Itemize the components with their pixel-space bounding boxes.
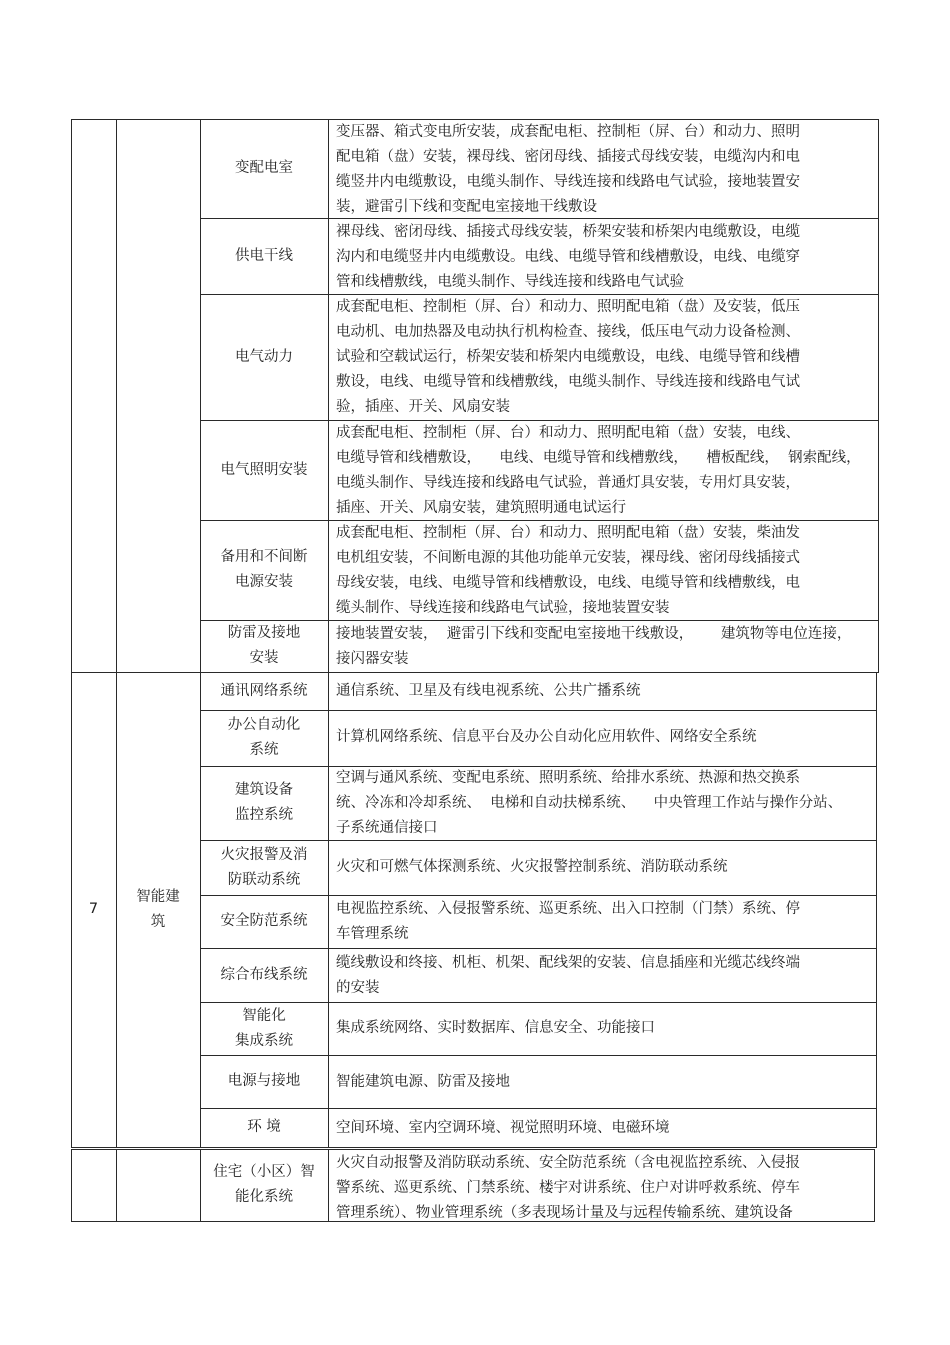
scope-description	[336, 897, 872, 947]
scope-description	[336, 725, 872, 750]
table-column-rule	[328, 1149, 329, 1222]
subproject-line: 供电干线	[235, 247, 293, 264]
subproject-cell	[200, 1149, 328, 1221]
subproject-line: 集成系统	[235, 1032, 293, 1049]
description-line: 管和线槽敷线，电缆头制作、导线连接和线路电气试验	[336, 274, 684, 290]
table-column-rule	[71, 1149, 72, 1222]
subproject-line: 住宅（小区）智	[213, 1164, 315, 1180]
subproject-line: 电源与接地	[227, 1073, 301, 1089]
scope-description	[336, 951, 872, 1001]
description-line: 装，避雷引下线和变配电室接地干线敷设	[336, 199, 597, 215]
scope-description	[336, 766, 872, 841]
subproject-cell	[200, 620, 328, 672]
subproject-line: 智能化	[242, 1007, 286, 1024]
description-line: 空调与通风系统、变配电系统、照明系统、给排水系统、热源和热交换系	[336, 770, 800, 786]
description-line: 子系统通信接口	[336, 820, 438, 836]
table-column-rule	[878, 119, 879, 673]
scope-description	[336, 1070, 872, 1095]
table-column-rule	[874, 1149, 875, 1222]
description-line: 接闪器安装	[336, 651, 409, 667]
subproject-line: 系统	[249, 742, 279, 758]
scope-description	[336, 295, 874, 420]
scope-description	[336, 855, 872, 880]
subproject-cell	[200, 710, 328, 766]
scope-description	[336, 521, 874, 621]
scope-description	[336, 1151, 870, 1226]
subproject-cell	[200, 895, 328, 948]
scope-description	[336, 220, 874, 295]
subproject-line: 变配电室	[235, 160, 293, 176]
subproject-cell	[200, 1055, 328, 1108]
subproject-line: 电气动力	[235, 348, 293, 365]
description-line: 敷设，电线、电缆导管和线槽敷线，电缆头制作、导线连接和线路电气试	[336, 374, 800, 390]
description-line: 车管理系统	[336, 926, 409, 942]
subproject-line: 环 境	[247, 1119, 281, 1135]
subproject-cell	[200, 766, 328, 840]
table-column-rule	[328, 672, 329, 1148]
scope-description	[336, 421, 874, 521]
category-cell	[116, 672, 200, 1147]
subproject-line: 建筑设备	[235, 782, 293, 798]
description-line: 警系统、巡更系统、门禁系统、楼宇对讲系统、住户对讲呼救系统、停车	[336, 1180, 800, 1196]
table-column-rule	[876, 672, 877, 1148]
subproject-cell	[200, 672, 328, 710]
description-line: 变压器、箱式变电所安装，成套配电柜、控制柜（屏、台）和动力、照明	[336, 124, 800, 140]
subproject-cell	[200, 119, 328, 218]
subproject-cell	[200, 1002, 328, 1055]
table-column-rule	[116, 119, 117, 673]
subproject-line: 防雷及接地	[227, 625, 301, 641]
description-line: 试验和空载试运行，桥架安装和桥架内电缆敷设，电线、电缆导管和线槽	[336, 349, 800, 365]
description-line: 配电箱（盘）安装，裸母线、密闭母线、插接式母线安装，电缆沟内和电	[336, 149, 800, 165]
scope-description	[336, 1116, 872, 1141]
description-line: 沟内和电缆竖井内电缆敷设。电线、电缆导管和线槽敷设，电线、电缆穿	[336, 249, 800, 265]
subproject-line: 火灾报警及消	[220, 846, 308, 863]
description-line: 计算机网络系统、信息平台及办公自动化应用软件、网络安全系统	[336, 729, 757, 745]
table-column-rule	[71, 119, 72, 673]
subproject-line: 安全防范系统	[220, 913, 308, 929]
description-line: 成套配电柜、控制柜（屏、台）和动力、照明配电箱（盘）安装，柴油发	[336, 525, 800, 541]
category-line: 筑	[150, 913, 166, 930]
scope-description	[336, 120, 874, 220]
description-line: 管理系统）、物业管理系统（多表现场计量及与远程传输系统、建筑设备	[336, 1205, 793, 1221]
subproject-cell	[200, 1108, 328, 1147]
description-line: 火灾和可燃气体探测系统、火灾报警控制系统、消防联动系统	[336, 859, 728, 875]
scope-description	[336, 622, 874, 672]
table-column-rule	[328, 119, 329, 673]
description-line: 成套配电柜、控制柜（屏、台）和动力、照明配电箱（盘）安装，电线、	[336, 425, 800, 441]
description-line: 统、冷冻和冷却系统、 电梯和自动扶梯系统、 中央管理工作站与操作分站、	[336, 795, 843, 811]
description-line: 电机组安装，不间断电源的其他功能单元安装，裸母线、密闭母线插接式	[336, 550, 800, 566]
description-line: 空间环境、室内空调环境、视觉照明环境、电磁环境	[336, 1120, 670, 1136]
table-column-rule	[116, 1149, 117, 1222]
description-line: 电缆头制作、导线连接和线路电气试验，普通灯具安装，专用灯具安装，	[336, 475, 800, 491]
description-line: 母线安装，电线、电缆导管和线槽敷设，电线、电缆导管和线槽敷线，电	[336, 575, 800, 591]
category-line: 智能建	[136, 888, 180, 905]
subproject-line: 备用和不间断	[220, 549, 308, 565]
description-line: 裸母线、密闭母线、插接式母线安装，桥架安装和桥架内电缆敷设，电缆	[336, 224, 800, 240]
scope-description	[336, 1016, 872, 1041]
description-line: 通信系统、卫星及有线电视系统、公共广播系统	[336, 683, 641, 699]
table-border	[71, 1149, 875, 1150]
subproject-line: 综合布线系统	[220, 966, 308, 983]
description-line: 电动机、电加热器及电动执行机构检查、接线，低压电气动力设备检测、	[336, 324, 800, 340]
subproject-cell	[200, 420, 328, 520]
row-number: 7	[88, 901, 99, 917]
subproject-cell	[200, 948, 328, 1002]
subproject-cell	[200, 218, 328, 294]
description-line: 电缆导管和线槽敷设， 电线、电缆导管和线槽敷线， 槽板配线， 钢索配线，	[336, 450, 861, 466]
description-line: 缆竖井内电缆敷设，电缆头制作、导线连接和线路电气试验，接地装置安	[336, 174, 800, 190]
subproject-line: 通讯网络系统	[220, 682, 308, 699]
scope-description	[336, 679, 872, 704]
subproject-line: 电气照明安装	[220, 461, 308, 478]
description-line: 缆线敷设和终接、机柜、机架、配线架的安装、信息插座和光缆芯线终端	[336, 955, 800, 971]
description-line: 火灾自动报警及消防联动系统、安全防范系统（含电视监控系统、入侵报	[336, 1155, 800, 1171]
description-line: 电视监控系统、入侵报警系统、巡更系统、出入口控制（门禁）系统、停	[336, 901, 800, 917]
description-line: 的安装	[336, 980, 380, 996]
subproject-line: 安装	[249, 650, 279, 666]
description-line: 成套配电柜、控制柜（屏、台）和动力、照明配电箱（盘）及安装，低压	[336, 299, 800, 315]
subproject-line: 防联动系统	[227, 871, 301, 888]
description-line: 缆头制作、导线连接和线路电气试验，接地装置安装	[336, 600, 670, 616]
subproject-line: 监控系统	[235, 807, 293, 823]
description-line: 接地装置安装， 避雷引下线和变配电室接地干线敷设， 建筑物等电位连接，	[336, 626, 852, 642]
subproject-cell	[200, 840, 328, 895]
description-line: 插座、开关、风扇安装，建筑照明通电试运行	[336, 500, 626, 516]
subproject-line: 电源安装	[235, 574, 293, 590]
subproject-line: 能化系统	[235, 1189, 293, 1205]
subproject-line: 办公自动化	[227, 717, 301, 733]
description-line: 智能建筑电源、防雷及接地	[336, 1074, 510, 1090]
table-border	[71, 1147, 877, 1148]
subproject-cell	[200, 520, 328, 620]
subproject-cell	[200, 294, 328, 420]
description-line: 集成系统网络、实时数据库、信息安全、功能接口	[336, 1020, 655, 1036]
description-line: 验，插座、开关、风扇安装	[336, 399, 510, 415]
